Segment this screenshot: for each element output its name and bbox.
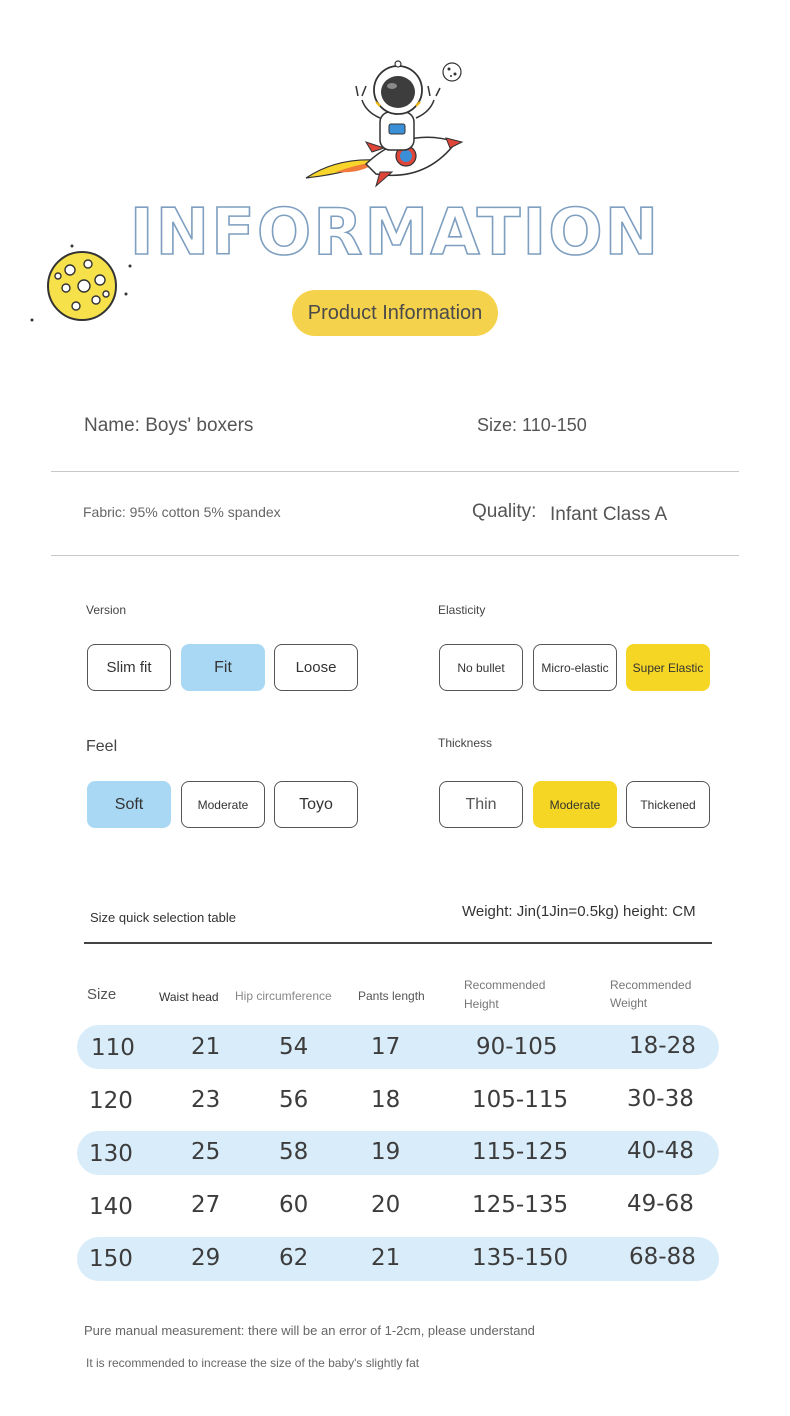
cell-pants: 18 xyxy=(371,1087,401,1113)
elasticity-option-super-elastic: Super Elastic xyxy=(626,644,710,691)
feel-label: Feel xyxy=(86,738,118,755)
cell-hip: 58 xyxy=(279,1139,309,1165)
size-table-title: Size quick selection table xyxy=(90,910,236,925)
astronaut-rocket-illustration xyxy=(296,56,472,196)
header-weight-line2: Weight xyxy=(610,996,648,1010)
product-fabric: Fabric: 95% cotton 5% spandex xyxy=(83,504,281,520)
cell-pants: 20 xyxy=(371,1192,401,1218)
quality-label: Quality: xyxy=(472,501,537,522)
cell-waist: 27 xyxy=(191,1192,221,1218)
cell-waist: 21 xyxy=(191,1034,221,1060)
cell-height: 125-135 xyxy=(472,1192,569,1218)
measurement-note: Pure manual measurement: there will be an error of 1-2cm, please understand xyxy=(84,1323,535,1338)
cell-waist: 29 xyxy=(191,1245,221,1271)
elasticity-option-no-bullet: No bullet xyxy=(439,644,523,691)
elasticity-option-micro-elastic: Micro-elastic xyxy=(533,644,617,691)
cell-weight: 40-48 xyxy=(627,1138,694,1164)
cell-size: 130 xyxy=(89,1141,133,1167)
version-option-fit: Fit xyxy=(181,644,265,691)
header-size: Size xyxy=(87,986,117,1003)
cell-hip: 62 xyxy=(279,1245,309,1271)
cell-weight: 68-88 xyxy=(629,1244,696,1270)
cell-height: 115-125 xyxy=(472,1139,569,1165)
thickness-option-thin: Thin xyxy=(439,781,523,828)
quality-value: Infant Class A xyxy=(550,504,668,525)
sizing-tip: It is recommended to increase the size of the baby's slightly fat xyxy=(86,1356,420,1370)
cell-weight: 49-68 xyxy=(627,1191,694,1217)
thickness-label: Thickness xyxy=(438,736,493,750)
header-height-line2: Height xyxy=(464,997,499,1011)
version-option-slim-fit: Slim fit xyxy=(87,644,171,691)
header-hip: Hip circumference xyxy=(235,989,332,1003)
cell-height: 105-115 xyxy=(472,1087,569,1113)
header-weight-line1: Recommended xyxy=(610,978,692,992)
header-height-line1: Recommended xyxy=(464,978,546,992)
version-option-loose: Loose xyxy=(274,644,358,691)
cell-weight: 30-38 xyxy=(627,1086,694,1112)
thickness-option-thickened: Thickened xyxy=(626,781,710,828)
product-size: Size: 110-150 xyxy=(477,415,587,435)
cell-waist: 25 xyxy=(191,1139,221,1165)
version-label: Version xyxy=(86,603,127,617)
size-table-units: Weight: Jin(1Jin=0.5kg) height: CM xyxy=(462,903,696,920)
feel-option-moderate: Moderate xyxy=(181,781,265,828)
product-information-badge: Product Information xyxy=(292,290,498,336)
feel-option-soft: Soft xyxy=(87,781,171,828)
cell-weight: 18-28 xyxy=(629,1033,696,1059)
product-name: Name: Boys' boxers xyxy=(84,415,254,436)
page-title: INFORMATION xyxy=(129,196,661,270)
header-pants: Pants length xyxy=(358,989,425,1003)
cell-pants: 21 xyxy=(371,1245,401,1271)
feel-option-toyo: Toyo xyxy=(274,781,358,828)
cell-height: 90-105 xyxy=(476,1034,558,1060)
cell-hip: 60 xyxy=(279,1192,309,1218)
cell-hip: 54 xyxy=(279,1034,309,1060)
cell-size: 140 xyxy=(89,1194,133,1220)
thickness-option-moderate: Moderate xyxy=(533,781,617,828)
cell-size: 150 xyxy=(89,1246,133,1272)
header-waist: Waist head xyxy=(159,990,219,1004)
divider xyxy=(51,555,739,556)
size-table-rule xyxy=(84,942,712,944)
elasticity-label: Elasticity xyxy=(438,603,486,617)
cell-pants: 19 xyxy=(371,1139,401,1165)
cell-height: 135-150 xyxy=(472,1245,569,1271)
cell-waist: 23 xyxy=(191,1087,221,1113)
divider xyxy=(51,471,739,472)
cell-pants: 17 xyxy=(371,1034,401,1060)
cell-size: 120 xyxy=(89,1088,133,1114)
cell-hip: 56 xyxy=(279,1087,309,1113)
cell-size: 110 xyxy=(91,1035,135,1061)
